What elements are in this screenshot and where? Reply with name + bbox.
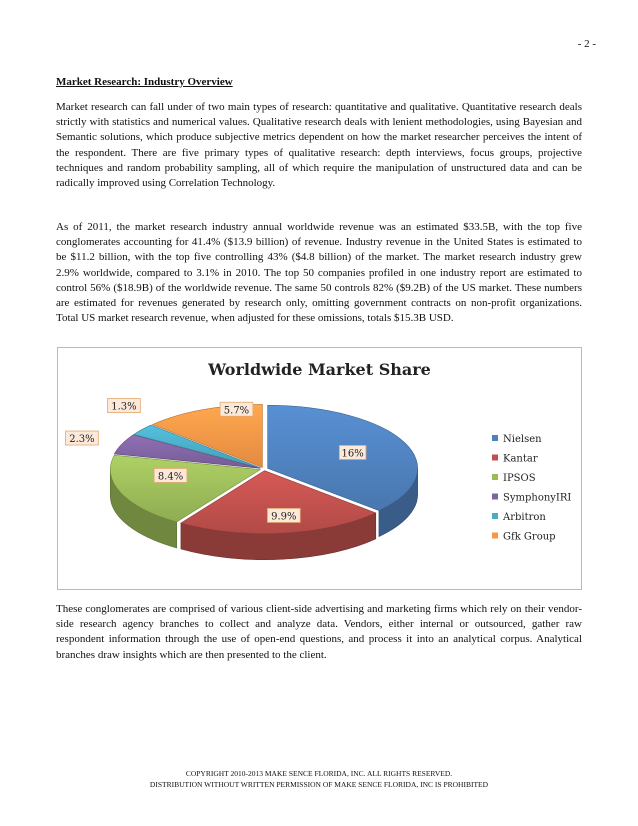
page-number: - 2 - xyxy=(577,38,596,50)
paragraph-conglomerates: These conglomerates are comprised of various client-side advertising and marketing firms which rely on their vendor-side research agency branches to collect and analyze data. Vendors, either internal or outsourced, gather raw respondent information through the use of open-end questions, and process it into an analytical corpus. Analytical branches draw insights which are then presented to the client. xyxy=(56,603,582,661)
svg-text:SymphonyIRI: SymphonyIRI xyxy=(503,492,572,504)
data-label-nielsen xyxy=(339,445,366,459)
data-label-arbitron xyxy=(108,399,141,413)
footer-copyright: COPYRIGHT 2010-2013 MAKE SENCE FLORIDA, INC. ALL RIGHTS RESERVED. xyxy=(185,769,453,778)
legend-entry-gfk-group xyxy=(492,532,556,543)
data-label-ipsos xyxy=(154,468,187,482)
footer-distribution: DISTRIBUTION WITHOUT WRITTEN PERMISSION OF MAKE SENCE FLORIDA, INC IS PROHIBITED xyxy=(149,780,489,789)
legend-entry-arbitron xyxy=(492,512,546,523)
legend-entry-kantar xyxy=(492,454,538,465)
svg-text:Gfk Group: Gfk Group xyxy=(503,531,556,543)
svg-text:5.7%: 5.7% xyxy=(223,405,250,417)
pie-chart-svg xyxy=(58,348,583,591)
svg-text:1.3%: 1.3% xyxy=(111,401,137,413)
svg-text:2.3%: 2.3% xyxy=(69,434,95,446)
legend-entry-nielsen xyxy=(492,434,542,445)
data-label-gfk-group xyxy=(220,402,253,416)
legend-entry-symphonyiri xyxy=(492,493,571,504)
data-label-symphonyiri xyxy=(66,431,99,445)
svg-text:16%: 16% xyxy=(341,448,364,460)
legend-entry-ipsos xyxy=(492,473,536,484)
svg-text:Arbitron: Arbitron xyxy=(503,512,546,523)
section-title: Market Research: Industry Overview xyxy=(56,76,233,88)
svg-text:Kantar: Kantar xyxy=(503,453,538,465)
svg-text:Nielsen: Nielsen xyxy=(503,434,542,445)
svg-text:8.4%: 8.4% xyxy=(157,471,184,483)
chart-title: Worldwide Market Share xyxy=(208,360,431,379)
svg-text:9.9%: 9.9% xyxy=(271,511,297,523)
paragraph-revenue: As of 2011, the market research industry annual worldwide revenue was an estimated $33.5B, with the top five conglomerates accounting for 41.4% ($13.9 billion) of revenue. Industry revenue in the United States is estimated to be $11.2 billion, with the top five controlling 43% ($4.8 billion) of the market. The market research industry grew 2.9% worldwide, compared to 3.1% in 2010. The top 50 companies profiled in one industry report are estimated to control 56% ($18.9B) of the worldwide revenue. The same 50 controls 82% ($9.2B) of the US market. These numbers are estimated for revenues generated by research only, omitting government contracts on non-profit organizations. Total US market research revenue, when adjusted for these omissions, totals $15.3B USD. xyxy=(56,221,582,325)
market-share-chart xyxy=(57,347,582,590)
paragraph-intro: Market research can fall under of two main types of research: quantitative and qualitative. Quantitative research deals strictly with statistics and numerical values. Qualitative research deals with lenient methodologies, using Bayesian and Semantic solutions, which produce subjective metrics dependent on how the market researcher perceives the intent of the respondent. There are five primary types of qualitative research: depth interviews, focus groups, projective techniques and random probability sampling, all of which require the manipulation of unstructured data and can be radically improved using Correlation Technology. xyxy=(56,101,582,190)
data-label-kantar xyxy=(267,508,300,522)
svg-text:IPSOS: IPSOS xyxy=(503,473,536,484)
